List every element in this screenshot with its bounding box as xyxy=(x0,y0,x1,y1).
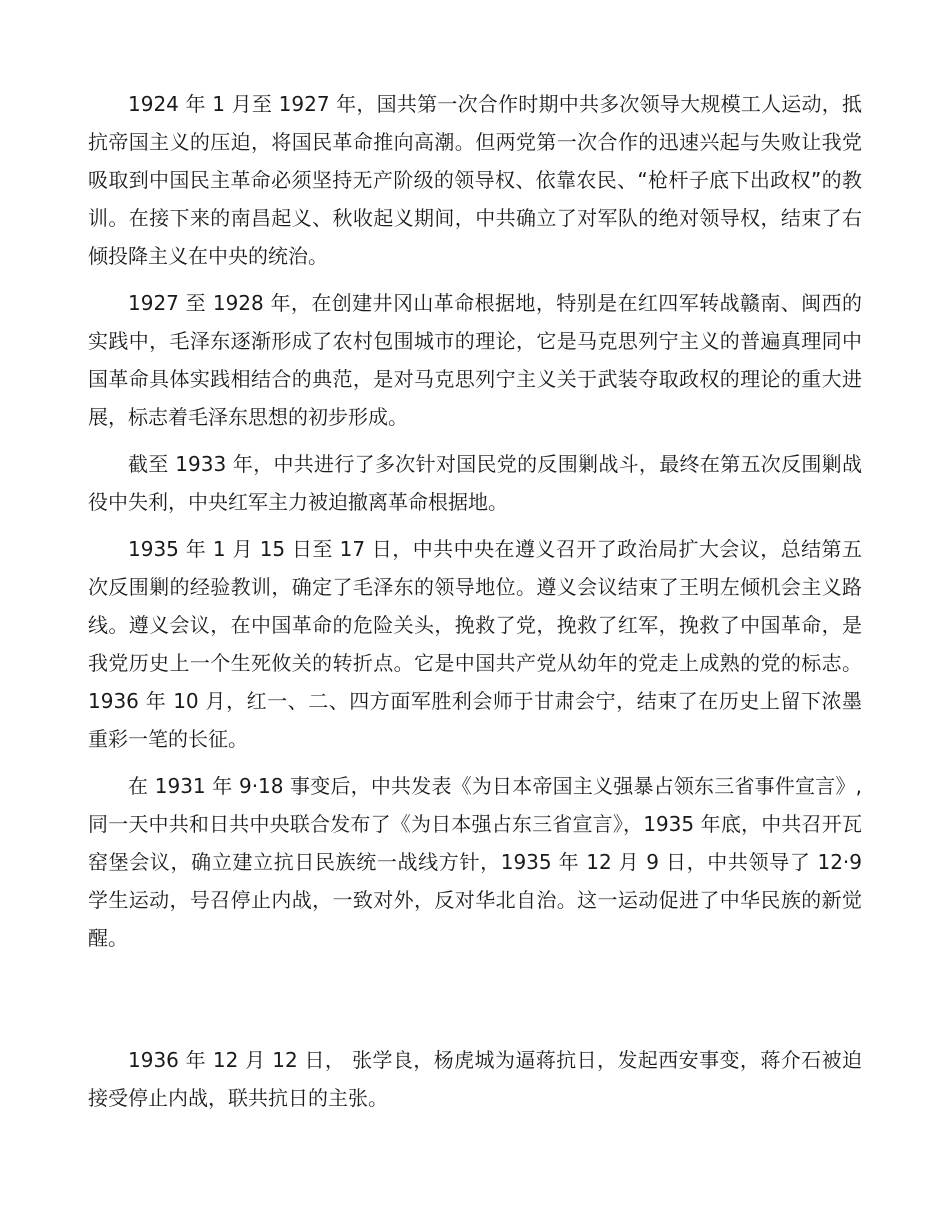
paragraph-1931-1935: 在 1931 年 9·18 事变后，中共发表《为日本帝国主义强暴占领东三省事件宣言》,同一天中共和日共中央联合发布了《为日本强占东三省宣言》，1935 年底，中共召开瓦窑堡会议，确立建立抗日民族统一战线方针，1935 年 12 月 9 日，中共领导了 12·9 学生运动，号召停止内战，一致对外，反对华北自治。这一运动促进了中华民族的新觉醒。 xyxy=(88,774,862,950)
document-page xyxy=(88,85,862,1117)
paragraph-1935-zunyi: 1935 年 1 月 15 日至 17 日，中共中央在遵义召开了政治局扩大会议，总结第五次反围剿的经验教训，确定了毛泽东的领导地位。遵义会议结束了王明左倾机会主义路线。遵义会议，在中国革命的危险关头，挽救了党，挽救了红军，挽救了中国革命，是我党历史上一个生死攸关的转折点。它是中国共产党从幼年的党走上成熟的党的标志。1936 年 10 月，红一、二、四方面军胜利会师于甘肃会宁，结束了在历史上留下浓墨重彩一笔的长征。 xyxy=(88,537,862,751)
paragraph-1927-1928: 1927 至 1928 年，在创建井冈山革命根据地，特别是在红四军转战赣南、闽西的实践中，毛泽东逐渐形成了农村包围城市的理论，它是马克思列宁主义的普遍真理同中国革命具体实践相结合的典范，是对马克思列宁主义关于武装夺取政权的理论的重大进展，标志着毛泽东思想的初步形成。 xyxy=(88,291,862,429)
paragraph-1924-1927: 1924 年 1 月至 1927 年，国共第一次合作时期中共多次领导大规模工人运动，抵抗帝国主义的压迫，将国民革命推向高潮。但两党第一次合作的迅速兴起与失败让我党吸取到中国民主革命必须坚持无产阶级的领导权、依靠农民、“枪杆子底下出政权”的教训。在接下来的南昌起义、秋收起义期间，中共确立了对军队的绝对领导权，结束了右倾投降主义在中央的统治。 xyxy=(88,92,862,268)
paragraph-1933: 截至 1933 年，中共进行了多次针对国民党的反围剿战斗，最终在第五次反围剿战役中失利，中央红军主力被迫撤离革命根据地。 xyxy=(88,452,862,514)
paragraph-1936-xian: 1936 年 12 月 12 日， 张学良，杨虎城为逼蒋抗日，发起西安事变，蒋介石被迫接受停止内战，联共抗日的主张。 xyxy=(88,1048,862,1110)
